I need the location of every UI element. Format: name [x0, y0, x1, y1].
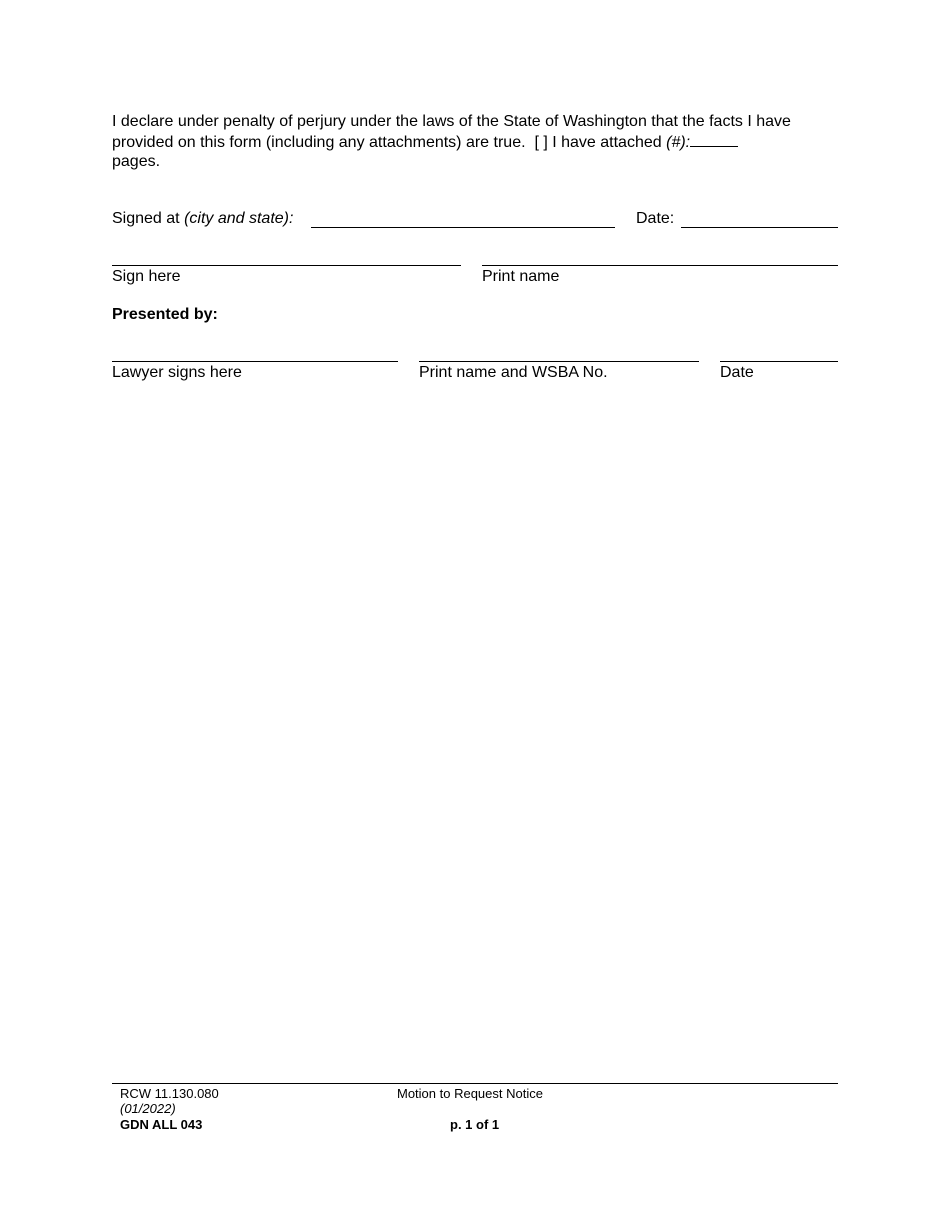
lawyer-date-field[interactable]	[720, 361, 838, 362]
date-label: Date:	[636, 210, 675, 227]
date-field[interactable]	[681, 227, 838, 228]
attached-pages-count-field[interactable]	[690, 132, 738, 147]
attachments-checkbox[interactable]: [ ]	[534, 133, 548, 151]
declaration-text-1: I declare under penalty of perjury under the laws of the State of Washington that the facts I have	[112, 113, 791, 130]
print-name-field[interactable]	[482, 265, 838, 266]
signed-at-label	[112, 209, 293, 229]
attached-hint: (#):	[666, 133, 691, 151]
declaration-line-2	[112, 132, 840, 153]
lawyer-signs-label: Lawyer signs here	[112, 364, 242, 381]
attached-text: I have attached	[552, 133, 662, 151]
print-name-wsba-label: Print name and WSBA No.	[419, 364, 608, 381]
footer-form-title: Motion to Request Notice	[397, 1086, 543, 1101]
signed-at-field[interactable]	[311, 227, 615, 228]
pages-text: pages.	[112, 153, 161, 170]
footer-form-code: GDN ALL 043	[120, 1117, 203, 1132]
declaration-line-3	[112, 152, 840, 172]
footer-statute: RCW 11.130.080	[120, 1086, 219, 1101]
declaration-line-1	[112, 112, 840, 132]
lawyer-signature-field[interactable]	[112, 361, 398, 362]
sign-here-label: Sign here	[112, 268, 181, 285]
declaration-text-2: provided on this form (including any attachments) are true.	[112, 133, 526, 151]
signed-at-hint: (city and state):	[184, 210, 294, 227]
signature-field[interactable]	[112, 265, 461, 266]
presented-by-heading: Presented by:	[112, 306, 218, 323]
signed-at-text: Signed at	[112, 210, 180, 227]
footer-divider	[112, 1083, 838, 1084]
footer-revision: (01/2022)	[120, 1101, 176, 1116]
print-name-label: Print name	[482, 268, 560, 285]
perjury-declaration	[112, 112, 840, 172]
lawyer-date-label: Date	[720, 364, 754, 381]
lawyer-print-name-wsba-field[interactable]	[419, 361, 699, 362]
footer-page-indicator: p. 1 of 1	[450, 1117, 500, 1132]
